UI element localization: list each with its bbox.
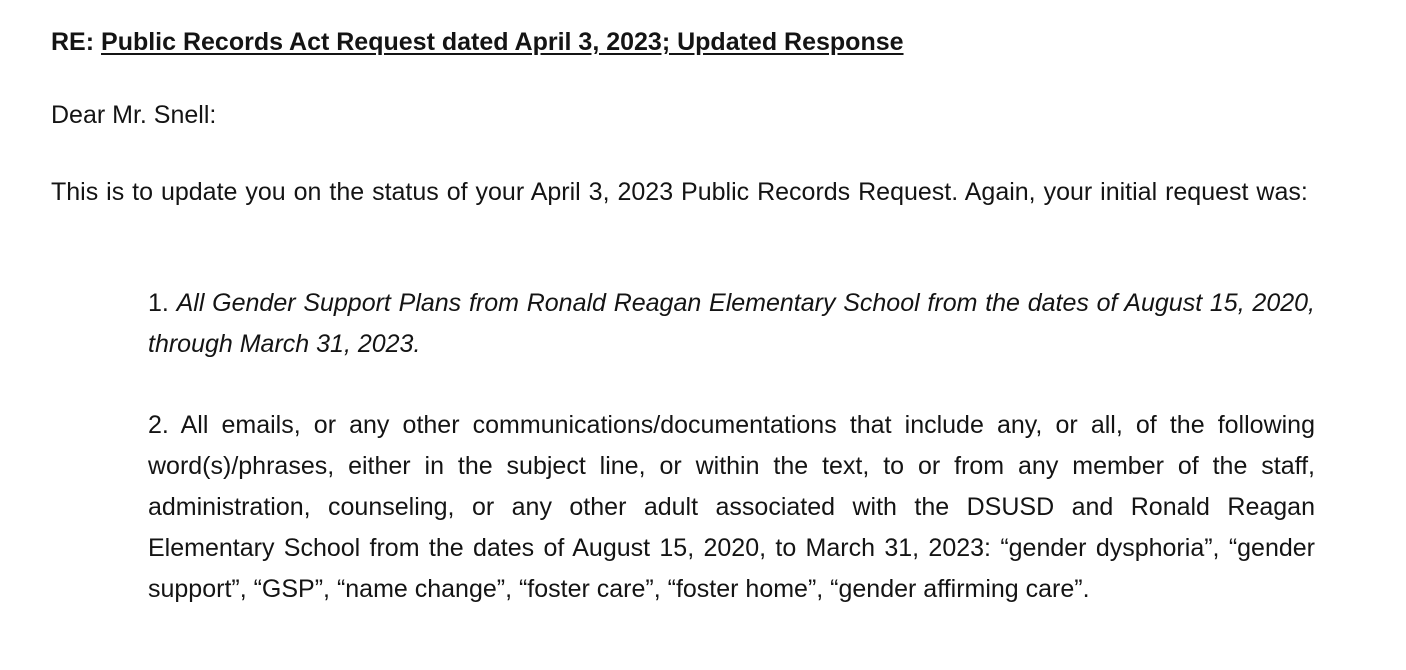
request-item-1 bbox=[148, 283, 1315, 365]
salutation: Dear Mr. Snell: bbox=[51, 101, 217, 129]
intro-paragraph: This is to update you on the status of your April 3, 2023 Public Records Request. Again, your initial request was: bbox=[51, 178, 1308, 206]
request-number: 2. bbox=[148, 411, 169, 439]
request-item-2 bbox=[148, 405, 1315, 610]
subject-line bbox=[51, 26, 1311, 58]
request-text: All emails, or any other communications/documentations that include any, or all, of the following word(s)/phrases, either in the subject line, or within the text, to or from any member of the staff, administration, counseling, or any other adult associated with the DSUSD and Ronald Reagan Elementary School from the dates of August 15, 2020, to March 31, 2023: “gender dysphoria”, “gender support”, “GSP”, “name change”, “foster care”, “foster home”, “gender affirming care”. bbox=[148, 411, 1315, 603]
re-label: RE: bbox=[51, 28, 95, 56]
re-subject: Public Records Act Request dated April 3, 2023; Updated Response bbox=[101, 28, 904, 56]
request-number: 1. bbox=[148, 289, 169, 317]
request-text: All Gender Support Plans from Ronald Reagan Elementary School from the dates of August 15, 2020, through March 31, 2023. bbox=[148, 289, 1315, 358]
